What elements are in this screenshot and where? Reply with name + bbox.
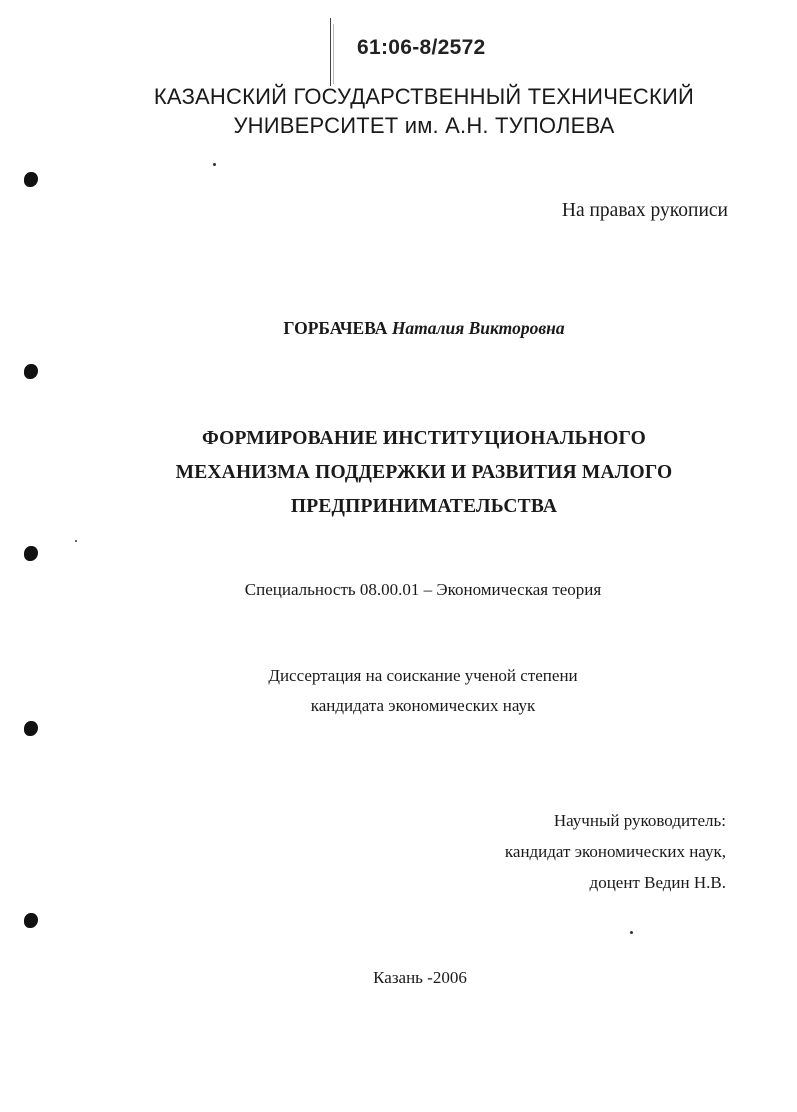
city-year: Казань -2006 [373, 968, 467, 987]
university-name-line-1: КАЗАНСКИЙ ГОСУДАРСТВЕННЫЙ ТЕХНИЧЕСКИЙ [153, 84, 695, 109]
scan-speck-icon [630, 931, 633, 934]
dissertation-line-1: Диссертация на соискание ученой степени [268, 666, 578, 685]
registry-number: 61:06-8/2572 [357, 36, 486, 59]
punch-hole-icon [24, 721, 38, 736]
punch-hole-icon [24, 364, 38, 379]
university-name-line-2: УНИВЕРСИТЕТ им. А.Н. ТУПОЛЕВА [233, 113, 615, 138]
title-line-3: ПРЕДПРИНИМАТЕЛЬСТВА [290, 496, 558, 517]
author [0, 318, 797, 339]
author-given-names: Наталия Викторовна [391, 318, 565, 338]
registry-stamp-line-secondary [333, 24, 334, 84]
title-line-1: ФОРМИРОВАНИЕ ИНСТИТУЦИОНАЛЬНОГО [201, 428, 647, 449]
specialty: Специальность 08.00.01 – Экономическая теория [244, 580, 602, 599]
supervisor-line-3: доцент Ведин Н.В. [589, 873, 726, 892]
scan-speck-icon [75, 540, 77, 542]
supervisor-line-1: Научный руководитель: [553, 811, 726, 830]
punch-hole-icon [24, 913, 38, 928]
registry-stamp-line [330, 18, 331, 86]
dissertation-line-2: кандидата экономических наук [310, 696, 536, 715]
author-surname: ГОРБАЧЕВА [283, 318, 388, 338]
punch-hole-icon [24, 546, 38, 561]
scan-speck-icon [213, 163, 216, 166]
punch-hole-icon [24, 172, 38, 187]
title-line-2: МЕХАНИЗМА ПОДДЕРЖКИ И РАЗВИТИЯ МАЛОГО [175, 462, 673, 483]
manuscript-note: На правах рукописи [561, 200, 728, 221]
supervisor-line-2: кандидат экономических наук, [504, 842, 726, 861]
